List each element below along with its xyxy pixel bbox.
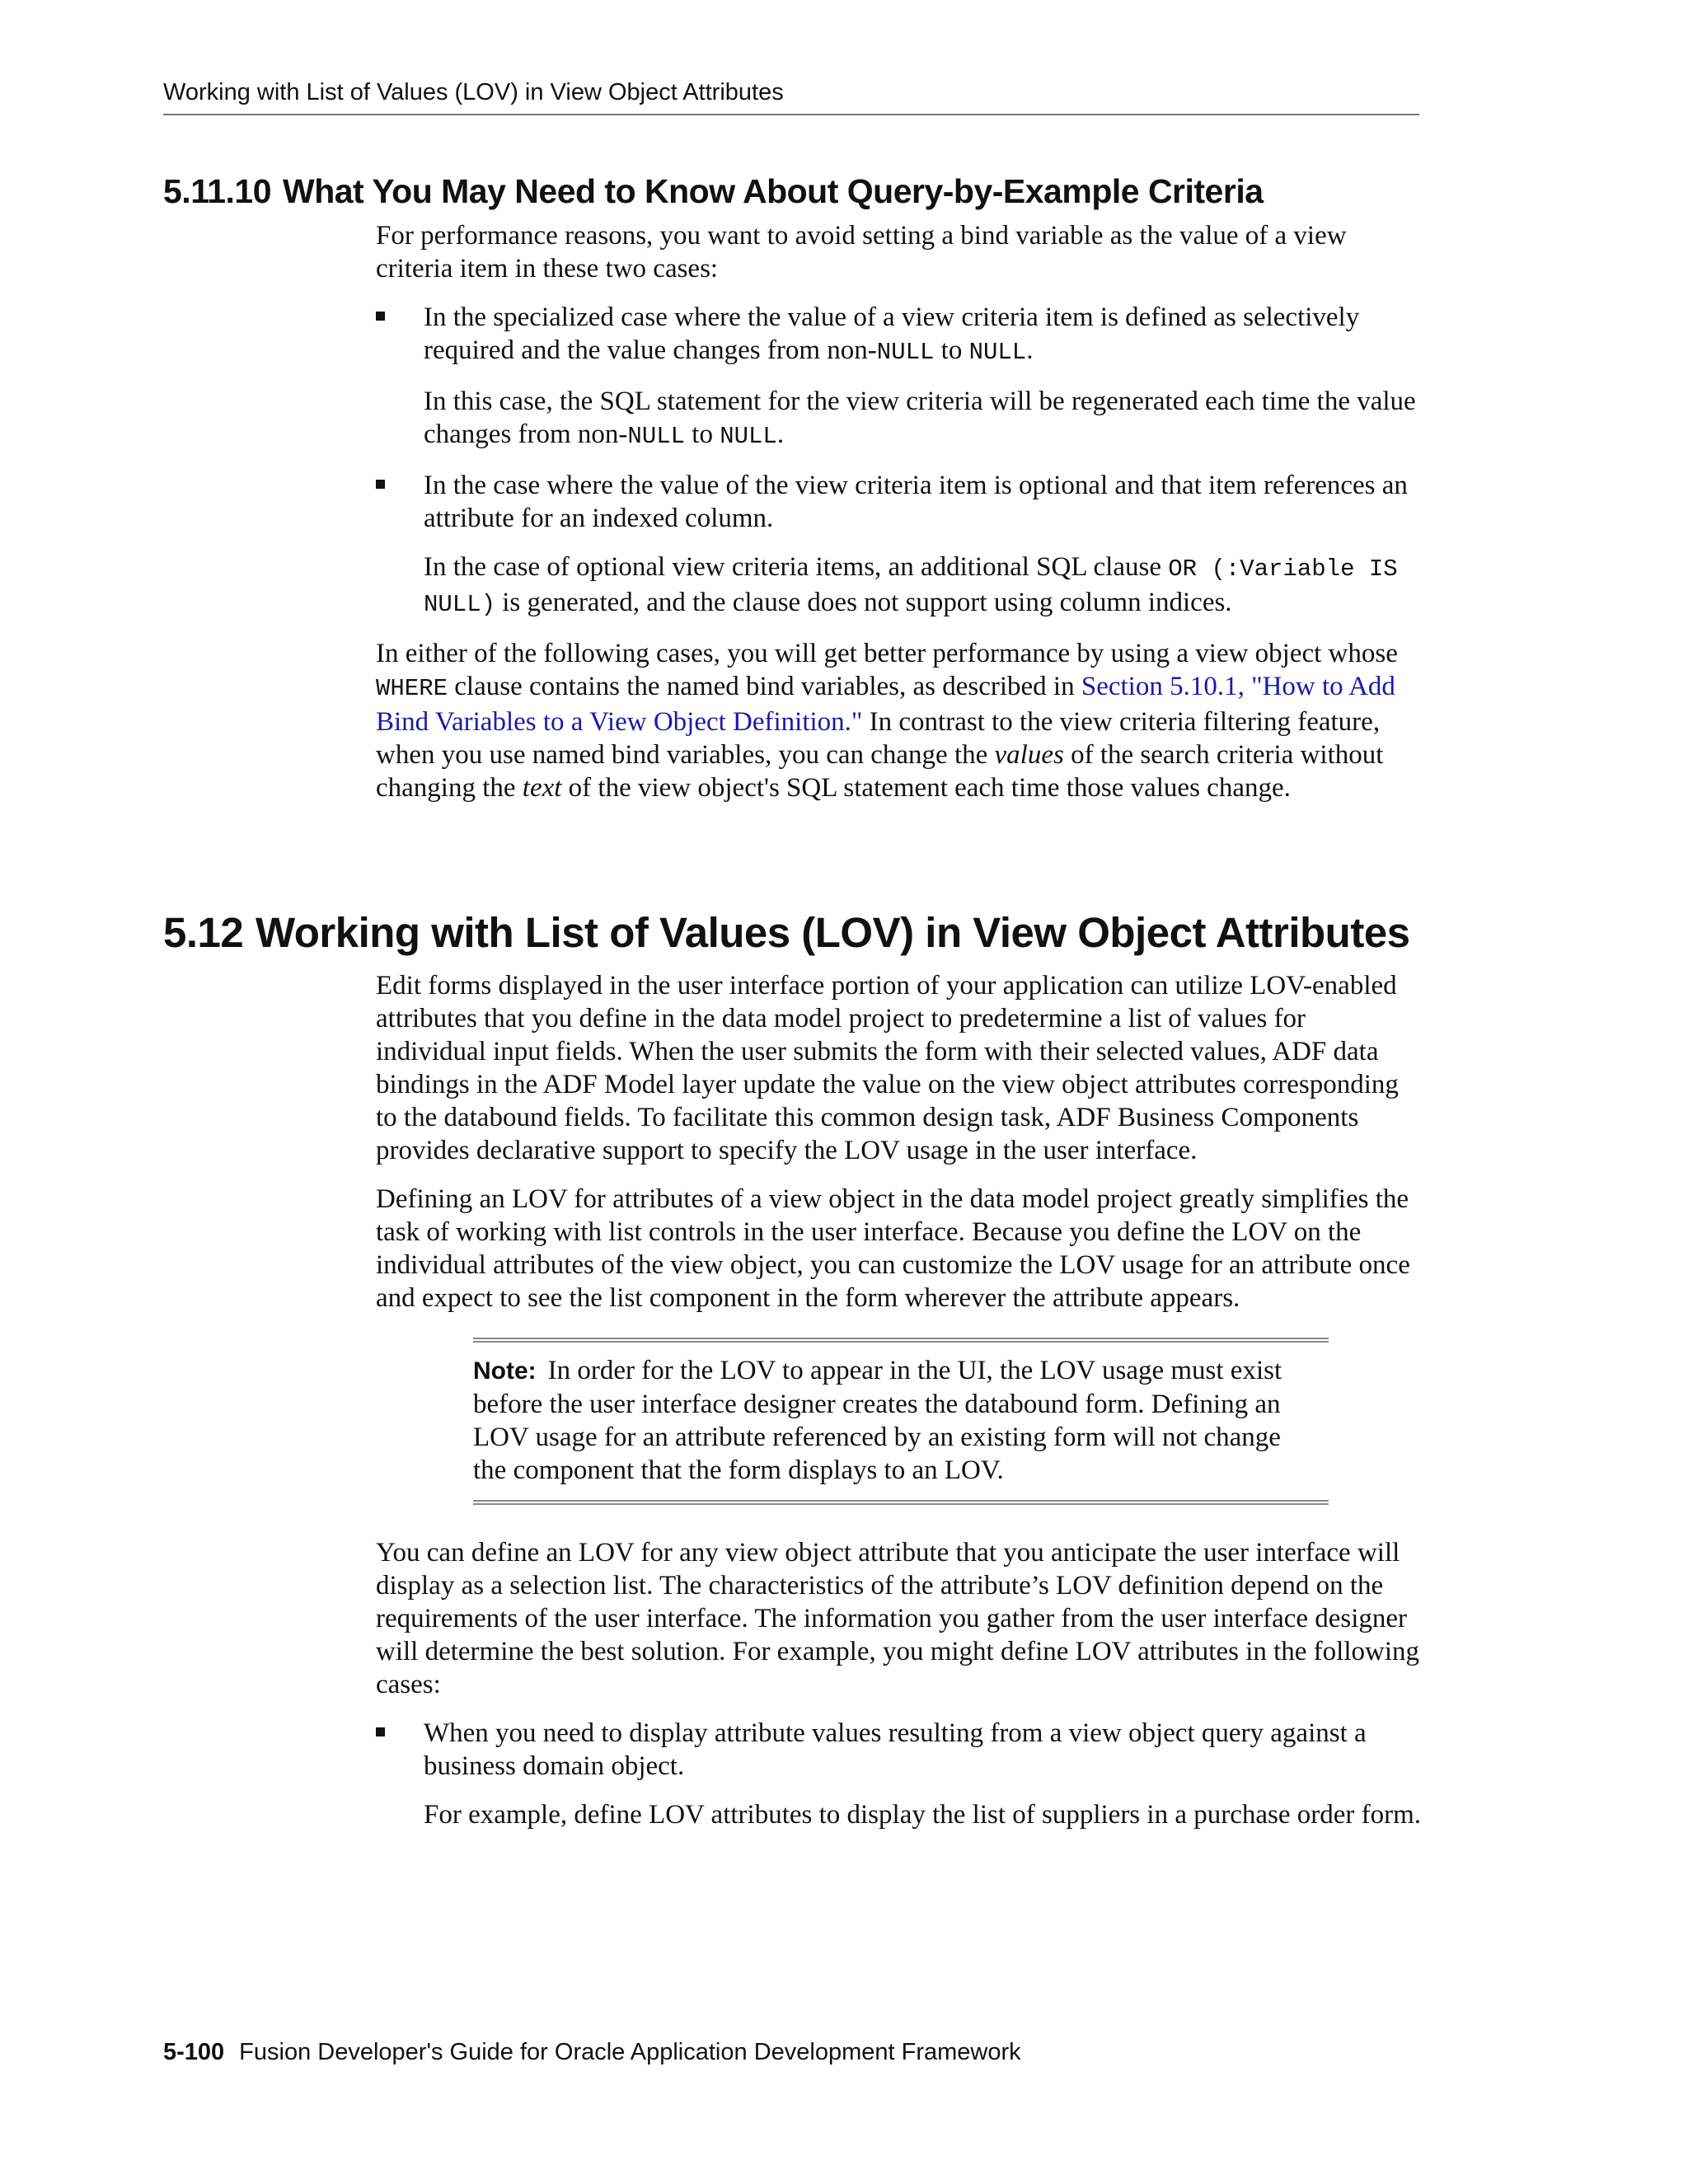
text-run: of the search criteria without changing the (376, 740, 1384, 803)
section-heading-5-12 (163, 907, 1410, 959)
code-run: NULL (876, 339, 935, 366)
list-item (376, 1717, 1423, 1831)
section-title: What You May Need to Know About Query-by-Example Criteria (283, 172, 1264, 210)
text-run: is generated, and the clause does not support using column indices. (495, 588, 1232, 617)
body-paragraph: You can define an LOV for any view object attribute that you anticipate the user interface will display as a selection list. The characteristics of the attribute’s LOV definition depend on the requirements of the user interface. The information you gather from the user interface designer will determine the best solution. For example, you might define LOV attributes in the following cases: (376, 1538, 1420, 1699)
text-run: In this case, the SQL statement for the view criteria will be regenerated each time the value changes from non- (424, 387, 1416, 449)
code-run: OR (:Variable IS NULL) (424, 555, 1398, 618)
text-run: clause contains the named bind variables, as described in (448, 672, 1081, 701)
page-number: 5-100 (163, 2039, 225, 2065)
section-5-12-body (376, 969, 1423, 1847)
book-title: Fusion Developer's Guide for Oracle Application Development Framework (239, 2039, 1021, 2065)
bullet-icon (376, 480, 385, 489)
bullet-text: In the case where the value of the view criteria item is optional and that item references an attribute for an indexed column. (424, 471, 1408, 533)
text-run: to (685, 419, 720, 449)
section-5-11-10-body (376, 219, 1423, 820)
intro-paragraph: For performance reasons, you want to avoid setting a bind variable as the value of a view criteria item in these two cases: (376, 221, 1347, 284)
bullet-icon (376, 312, 385, 321)
text-run: In the specialized case where the value of a view criteria item is defined as selectively required and the value changes from non- (424, 302, 1360, 365)
text-run: . (776, 419, 785, 449)
code-run: NULL (968, 339, 1027, 366)
bullet-list (376, 301, 1423, 621)
bullet-list (376, 1717, 1423, 1831)
running-header: Working with List of Values (LOV) in View Object Attributes (163, 76, 1419, 115)
text-run: In contrast to the view criteria filtering feature, when you use named bind variables, you can change the (376, 707, 1381, 770)
section-heading-5-11-10 (163, 170, 1264, 213)
text-run: In order for the LOV to appear in the UI, the LOV usage must exist before the user interface designer creates the databound form. Defining an LOV usage for an attribute referenced by an existing form will not change the component that the form displays to an LOV. (473, 1356, 1282, 1485)
code-run: WHERE (376, 675, 448, 702)
note-box (473, 1338, 1329, 1505)
body-paragraph: Edit forms displayed in the user interface portion of your application can utilize LOV-enabled attributes that you define in the data model project to predetermine a list of values for individual input fields. When the user submits the form with their selected values, ADF data bindings in the ADF Model layer update the value on the view object attributes corresponding to the databound fields. To facilitate this common design task, ADF Business Components provides declarative support to specify the LOV usage in the user interface. (376, 971, 1399, 1165)
section-number: 5.11.10 (163, 172, 272, 210)
text-run: to (934, 335, 969, 365)
text-run: In either of the following cases, you will get better performance by using a view object whose (376, 639, 1398, 668)
code-run: NULL (627, 423, 686, 450)
bullet-subparagraph (424, 385, 1423, 453)
bullet-text (424, 301, 1423, 369)
bullet-text: When you need to display attribute values resulting from a view object query against a business domain object. (424, 1718, 1367, 1781)
section-number: 5.12 (163, 909, 244, 956)
text-run: In the case of optional view criteria items, an additional SQL clause (424, 552, 1169, 582)
list-item (376, 301, 1423, 453)
note-text (473, 1354, 1320, 1487)
text-run: of the view object's SQL statement each time those values change. (561, 773, 1291, 803)
code-run: NULL (720, 423, 777, 450)
bullet-subparagraph (424, 551, 1423, 621)
running-footer (163, 2036, 1021, 2069)
emphasis-run: values (994, 740, 1064, 770)
body-paragraph: Defining an LOV for attributes of a view object in the data model project greatly simplifies the task of working with list controls in the user interface. Because you define the LOV on the individual attributes of the view object, you can customize the LOV usage for an attribute once and expect to see the list component in the form wherever the attribute appears. (376, 1184, 1410, 1313)
bullet-subparagraph: For example, define LOV attributes to display the list of suppliers in a purchase order form. (424, 1800, 1422, 1830)
closing-paragraph (376, 637, 1423, 804)
bullet-icon (376, 1727, 385, 1736)
text-run: . (1026, 335, 1034, 365)
section-title: Working with List of Values (LOV) in View Object Attributes (256, 909, 1410, 956)
emphasis-run: text (522, 773, 562, 803)
list-item (376, 469, 1423, 621)
note-label: Note: (473, 1357, 537, 1385)
cross-reference-link[interactable]: Section 5.10.1, "How to Add Bind Variables to a View Object Definition." (376, 672, 1395, 737)
